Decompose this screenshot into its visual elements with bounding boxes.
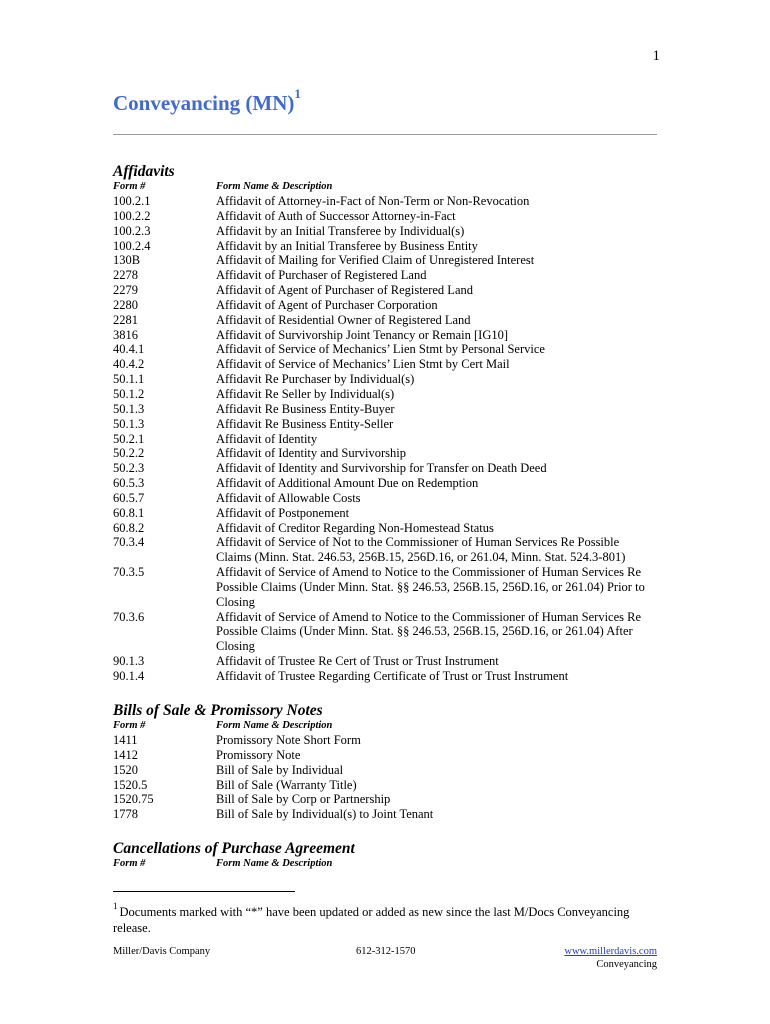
form-number: 100.2.2	[113, 208, 151, 223]
table-row	[113, 446, 673, 461]
form-description: Bill of Sale by Corp or Partnership	[216, 792, 391, 807]
table-row	[113, 491, 673, 506]
table-row	[113, 357, 673, 372]
form-description: Affidavit of Service of Amend to Notice to the Commissioner of Human Services Re Possible Claims (Under Minn. Stat. §§ 246.53, 256B.15, 256D.16, or 261.04) Prior to Closing	[216, 565, 645, 609]
form-number: 40.4.1	[113, 342, 145, 357]
table-row	[113, 792, 673, 807]
title-footnote-mark[interactable]: 1	[294, 86, 301, 101]
form-description: Affidavit of Purchaser of Registered Land	[216, 268, 427, 283]
form-description: Affidavit of Agent of Purchaser Corporation	[216, 297, 438, 312]
section-affidavits	[113, 163, 673, 684]
footer-right	[520, 945, 657, 971]
form-number: 50.1.3	[113, 401, 145, 416]
table-row	[113, 283, 673, 298]
form-number: 60.5.3	[113, 476, 145, 491]
form-number: 50.2.2	[113, 446, 145, 461]
form-description: Affidavit Re Business Entity-Buyer	[216, 401, 395, 416]
form-number: 50.1.1	[113, 372, 145, 387]
table-row	[113, 669, 673, 684]
table-row	[113, 476, 673, 491]
form-description: Affidavit of Postponement	[216, 505, 350, 520]
table-row	[113, 521, 673, 536]
form-number: 60.5.7	[113, 490, 145, 505]
form-description: Affidavit of Attorney-in-Fact of Non-Term or Non-Revocation	[216, 194, 530, 208]
table-row	[113, 298, 673, 313]
form-description: Bill of Sale by Individual(s) to Joint Tenant	[216, 807, 434, 822]
form-description: Affidavit of Service of Mechanics’ Lien Stmt by Personal Service	[216, 342, 545, 357]
table-header	[113, 719, 673, 733]
form-number: 50.2.3	[113, 461, 145, 476]
form-num-header: Form #	[113, 720, 146, 731]
table-row	[113, 402, 673, 417]
form-number: 1778	[113, 807, 138, 822]
form-number: 90.1.4	[113, 669, 145, 683]
section-title: Bills of Sale & Promissory Notes	[113, 702, 323, 719]
table-row	[113, 535, 673, 565]
form-number: 90.1.3	[113, 654, 145, 669]
footer-phone: 612-312-1570	[356, 946, 416, 957]
table-row	[113, 763, 673, 778]
table-row	[113, 372, 673, 387]
affidavits-table	[113, 194, 673, 684]
form-number: 50.1.2	[113, 386, 145, 401]
form-number: 2279	[113, 283, 138, 298]
form-name-header: Form Name & Description	[216, 858, 333, 869]
table-row	[113, 807, 673, 822]
table-row	[113, 733, 673, 748]
form-description: Affidavit of Survivorship Joint Tenancy or Remain [IG10]	[216, 327, 509, 342]
form-num-header: Form #	[113, 181, 146, 192]
form-description: Bill of Sale by Individual	[216, 762, 344, 777]
table-row	[113, 461, 673, 476]
form-description: Affidavit of Agent of Purchaser of Registered Land	[216, 283, 473, 298]
form-num-header: Form #	[113, 858, 146, 869]
form-description: Affidavit of Trustee Re Cert of Trust or Trust Instrument	[216, 654, 499, 669]
form-number: 50.1.3	[113, 416, 145, 431]
form-description: Affidavit of Identity	[216, 431, 318, 446]
form-number: 70.3.5	[113, 565, 145, 580]
table-row	[113, 654, 673, 669]
footer-doc-label: Conveyancing	[596, 959, 657, 970]
form-number: 1412	[113, 747, 138, 762]
table-row	[113, 194, 673, 209]
table-row	[113, 565, 673, 610]
section-title: Cancellations of Purchase Agreement	[113, 840, 355, 857]
table-row	[113, 268, 673, 283]
page-title-text: Conveyancing (MN)	[113, 91, 295, 115]
form-description: Affidavit of Additional Amount Due on Redemption	[216, 476, 479, 491]
table-row	[113, 506, 673, 521]
table-row	[113, 239, 673, 254]
footnote-mark: 1	[113, 901, 118, 911]
form-description: Affidavit of Allowable Costs	[216, 490, 361, 505]
page-title	[113, 86, 301, 116]
form-description: Affidavit Re Seller by Individual(s)	[216, 386, 395, 401]
footnote-text: Documents marked with “*” have been updated or added as new since the last M/Docs Conveyancing release.	[113, 905, 630, 936]
page-number: 1	[652, 48, 660, 64]
form-description: Affidavit by an Initial Transferee by Business Entity	[216, 238, 478, 253]
footer-website-link[interactable]: www.millerdavis.com	[564, 946, 657, 957]
form-description: Affidavit of Trustee Regarding Certificate of Trust or Trust Instrument	[216, 669, 569, 683]
form-number: 50.2.1	[113, 431, 145, 446]
form-number: 60.8.1	[113, 505, 145, 520]
form-number: 1411	[113, 733, 138, 747]
form-number: 3816	[113, 327, 138, 342]
form-description: Affidavit of Identity and Survivorship	[216, 446, 407, 461]
table-row	[113, 748, 673, 763]
form-number: 40.4.2	[113, 357, 145, 372]
form-number: 130B	[113, 253, 141, 268]
form-description: Affidavit by an Initial Transferee by Individual(s)	[216, 223, 465, 238]
form-number: 100.2.1	[113, 194, 151, 208]
form-description: Affidavit of Service of Not to the Commissioner of Human Services Re Possible Claims (Minn. Stat. 246.53, 256B.15, 256D.16, or 261.04, Minn. Stat. 524.3-801)	[216, 535, 626, 565]
form-description: Affidavit of Mailing for Verified Claim of Unregistered Interest	[216, 253, 535, 268]
form-number: 1520.5	[113, 777, 148, 792]
form-number: 70.3.6	[113, 609, 145, 624]
form-description: Affidavit of Auth of Successor Attorney-in-Fact	[216, 208, 456, 223]
form-description: Affidavit of Residential Owner of Registered Land	[216, 312, 471, 327]
form-number: 100.2.4	[113, 238, 151, 253]
form-number: 60.8.2	[113, 520, 145, 535]
table-row	[113, 417, 673, 432]
form-number: 70.3.4	[113, 535, 145, 550]
table-row	[113, 209, 673, 224]
footnote-divider	[113, 891, 295, 892]
form-description: Promissory Note Short Form	[216, 733, 361, 747]
section-bills-of-sale	[113, 702, 673, 822]
table-row	[113, 253, 673, 268]
footnote	[113, 900, 658, 936]
table-row	[113, 224, 673, 239]
form-number: 1520.75	[113, 792, 154, 807]
table-row	[113, 432, 673, 447]
title-divider	[113, 134, 657, 135]
bills-of-sale-table	[113, 733, 673, 822]
form-number: 1520	[113, 762, 138, 777]
form-name-header: Form Name & Description	[216, 181, 333, 192]
form-description: Promissory Note	[216, 747, 301, 762]
form-description: Affidavit Re Business Entity-Seller	[216, 416, 394, 431]
section-title: Affidavits	[113, 163, 175, 180]
form-number: 100.2.3	[113, 223, 151, 238]
table-header	[113, 180, 673, 194]
table-row	[113, 387, 673, 402]
form-number: 2280	[113, 297, 138, 312]
form-description: Affidavit of Creditor Regarding Non-Homestead Status	[216, 520, 494, 535]
table-header	[113, 857, 673, 871]
form-description: Bill of Sale (Warranty Title)	[216, 777, 357, 792]
form-description: Affidavit Re Purchaser by Individual(s)	[216, 372, 415, 387]
form-description: Affidavit of Service of Mechanics’ Lien Stmt by Cert Mail	[216, 357, 510, 372]
table-row	[113, 328, 673, 343]
section-cancellations	[113, 840, 673, 871]
form-name-header: Form Name & Description	[216, 720, 333, 731]
form-number: 2278	[113, 268, 138, 283]
footer-company: Miller/Davis Company	[113, 946, 211, 957]
table-row	[113, 342, 673, 357]
form-description: Affidavit of Service of Amend to Notice to the Commissioner of Human Services Re Possible Claims (Under Minn. Stat. §§ 246.53, 256B.15, 256D.16, or 261.04) After Closing	[216, 609, 642, 654]
form-number: 2281	[113, 312, 138, 327]
form-description: Affidavit of Identity and Survivorship for Transfer on Death Deed	[216, 461, 547, 476]
table-row	[113, 610, 673, 655]
table-row	[113, 313, 673, 328]
table-row	[113, 778, 673, 793]
